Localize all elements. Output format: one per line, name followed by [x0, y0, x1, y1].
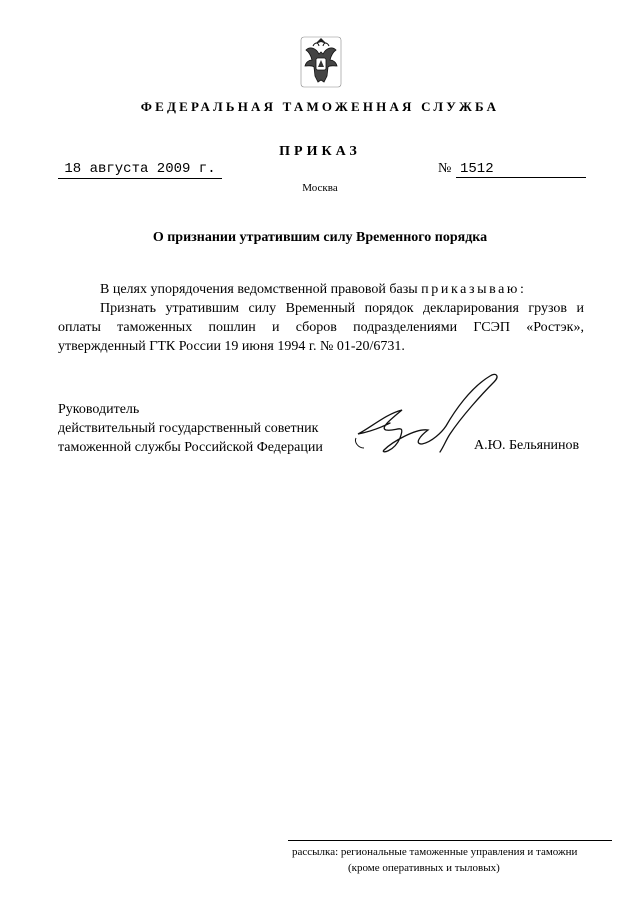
document-type: ПРИКАЗ [279, 144, 361, 159]
distribution-list: рассылка: региональные таможенные управления и таможни [292, 846, 578, 858]
preamble-paragraph [58, 280, 584, 299]
order-date: 18 августа 2009 г. [58, 160, 222, 179]
agency-name: ФЕДЕРАЛЬНАЯ ТАМОЖЕННАЯ СЛУЖБА [140, 99, 500, 114]
order-subject: О признании утратившим силу Временного порядка [152, 230, 488, 245]
order-number-label: № [438, 161, 452, 176]
signatory-line-1: Руководитель [58, 402, 140, 417]
operative-paragraph: Признать утратившим силу Временный порядок декларирования грузов и оплаты таможенных пошлин и сборов подразделениями ГСЭП «Ростэк», утвержденный ГТК России 19 июня 1994 г. № 01-20/6731. [58, 301, 584, 354]
city: Москва [302, 182, 338, 194]
signatory-name: А.Ю. Бельянинов [474, 438, 580, 453]
order-body [58, 280, 584, 356]
distribution-note: (кроме оперативных и тыловых) [348, 862, 500, 874]
signatory-position [58, 400, 323, 457]
order-number: 1512 [456, 160, 586, 178]
order-verb: приказываю: [421, 282, 527, 297]
signatory-line-3: таможенной службы Российской Федерации [58, 440, 323, 455]
preamble-text: В целях упорядочения ведомственной правовой базы [100, 282, 418, 297]
signatory-line-2: действительный государственный советник [58, 421, 319, 436]
coat-of-arms-icon [300, 36, 342, 88]
distribution-divider [288, 840, 612, 841]
